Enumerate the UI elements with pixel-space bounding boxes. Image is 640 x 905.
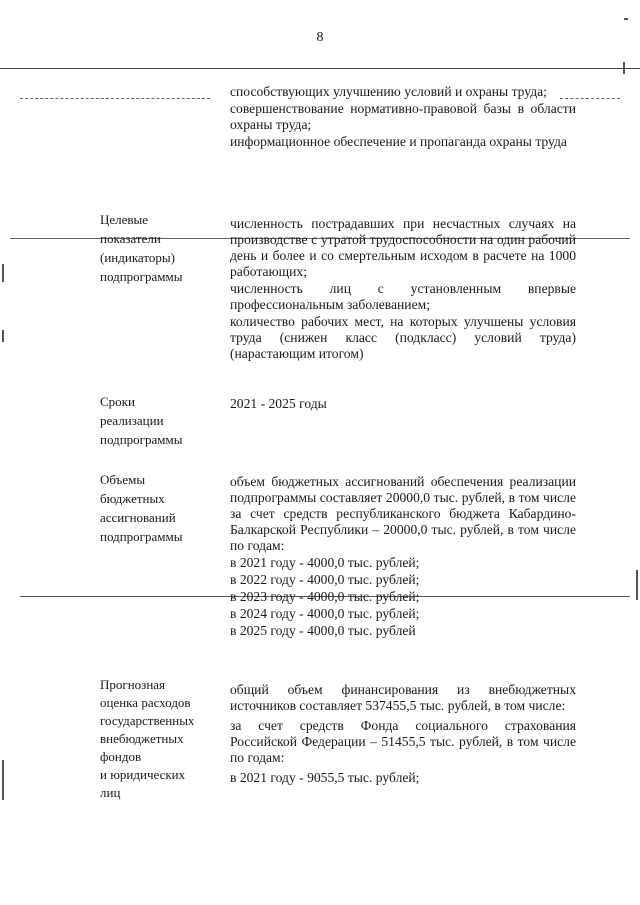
scan-dash-left-1 <box>20 98 210 99</box>
period-label-line: подпрограммы <box>100 432 183 447</box>
period-content <box>230 396 576 413</box>
budget-year-item: в 2025 году - 4000,0 тыс. рублей <box>230 623 416 638</box>
scan-mark-left-edge-2 <box>2 330 4 342</box>
continuation-item: совершенствование нормативно-правовой базы в области охраны труда; <box>230 101 576 132</box>
targets-item: количество рабочих мест, на которых улучшены условия труда (снижен класс (подкласс) условий труда) (нарастающим итогом) <box>230 314 576 361</box>
budget-label-line: бюджетных <box>100 491 165 506</box>
forecast-label-line: фондов <box>100 749 142 764</box>
forecast-label-word: оценка расходов <box>100 695 191 710</box>
forecast-label-line: Прогнозная <box>100 677 166 692</box>
continuation-item: способствующих улучшению условий и охраны труда; <box>230 84 547 99</box>
budget-year-item: в 2023 году - 4000,0 тыс. рублей; <box>230 589 420 604</box>
period-label <box>100 392 228 449</box>
scan-mark-right-edge-1 <box>623 62 625 74</box>
targets-item: численность пострадавших при несчастных случаях на производстве с утратой трудоспособности на один рабочий день и более и со смертельным исходом в расчете на 1000 работающих; <box>230 216 576 279</box>
continuation-item: информационное обеспечение и пропаганда охраны труда <box>230 134 567 149</box>
period-value: 2021 - 2025 годы <box>230 396 327 411</box>
budget-year-item: в 2022 году - 4000,0 тыс. рублей; <box>230 572 420 587</box>
targets-content <box>230 216 576 363</box>
forecast-label <box>100 676 228 802</box>
period-label-line: реализации <box>100 413 164 428</box>
scan-line-top <box>0 68 640 69</box>
targets-label-line: (индикаторы) <box>100 250 175 265</box>
forecast-item: за счет средств Фонда социального страхования Российской Федерации – 51455,5 тыс. рублей, в том числе по годам: <box>230 718 576 765</box>
targets-label-line: подпрограммы <box>100 269 183 284</box>
budget-label <box>100 470 228 546</box>
forecast-label-line: лиц <box>100 785 121 800</box>
targets-label <box>100 210 228 286</box>
forecast-label-line: государственных <box>100 713 195 728</box>
budget-intro: объем бюджетных ассигнований обеспечения реализации подпрограммы составляет 20000,0 тыс. рублей, в том числе за счет средств республиканского бюджета Кабардино-Балкарской Республики – 20000,0 тыс. рублей, в том числе по годам: <box>230 474 576 553</box>
period-label-line: Сроки <box>100 394 135 409</box>
scan-mark-top-right <box>624 18 628 20</box>
budget-year-item: в 2024 году - 4000,0 тыс. рублей; <box>230 606 420 621</box>
budget-label-line: ассигнований <box>100 510 176 525</box>
scan-mark-right-edge-2 <box>636 570 638 600</box>
scan-mark-left-edge-3 <box>2 760 4 800</box>
budget-label-line: Объемы <box>100 472 146 487</box>
forecast-item: в 2021 году - 9055,5 тыс. рублей; <box>230 770 420 785</box>
budget-year-item: в 2021 году - 4000,0 тыс. рублей; <box>230 555 420 570</box>
forecast-label-line: и юридических <box>100 767 186 782</box>
forecast-content <box>230 682 576 790</box>
budget-label-line: подпрограммы <box>100 529 183 544</box>
targets-item: численность лиц с установленным впервые профессиональным заболеванием; <box>230 281 576 312</box>
targets-label-line: Целевые <box>100 212 149 227</box>
targets-label-line: показатели <box>100 231 161 246</box>
budget-content <box>230 474 576 640</box>
forecast-label-line: внебюджетных <box>100 731 184 746</box>
scan-mark-left-edge-1 <box>2 264 4 282</box>
forecast-item: общий объем финансирования из внебюджетных источников составляет 537455,5 тыс. рублей, в том числе: <box>230 682 576 713</box>
continuation-block <box>230 84 576 151</box>
page-number: 8 <box>316 30 324 45</box>
forecast-label-line <box>100 694 228 712</box>
